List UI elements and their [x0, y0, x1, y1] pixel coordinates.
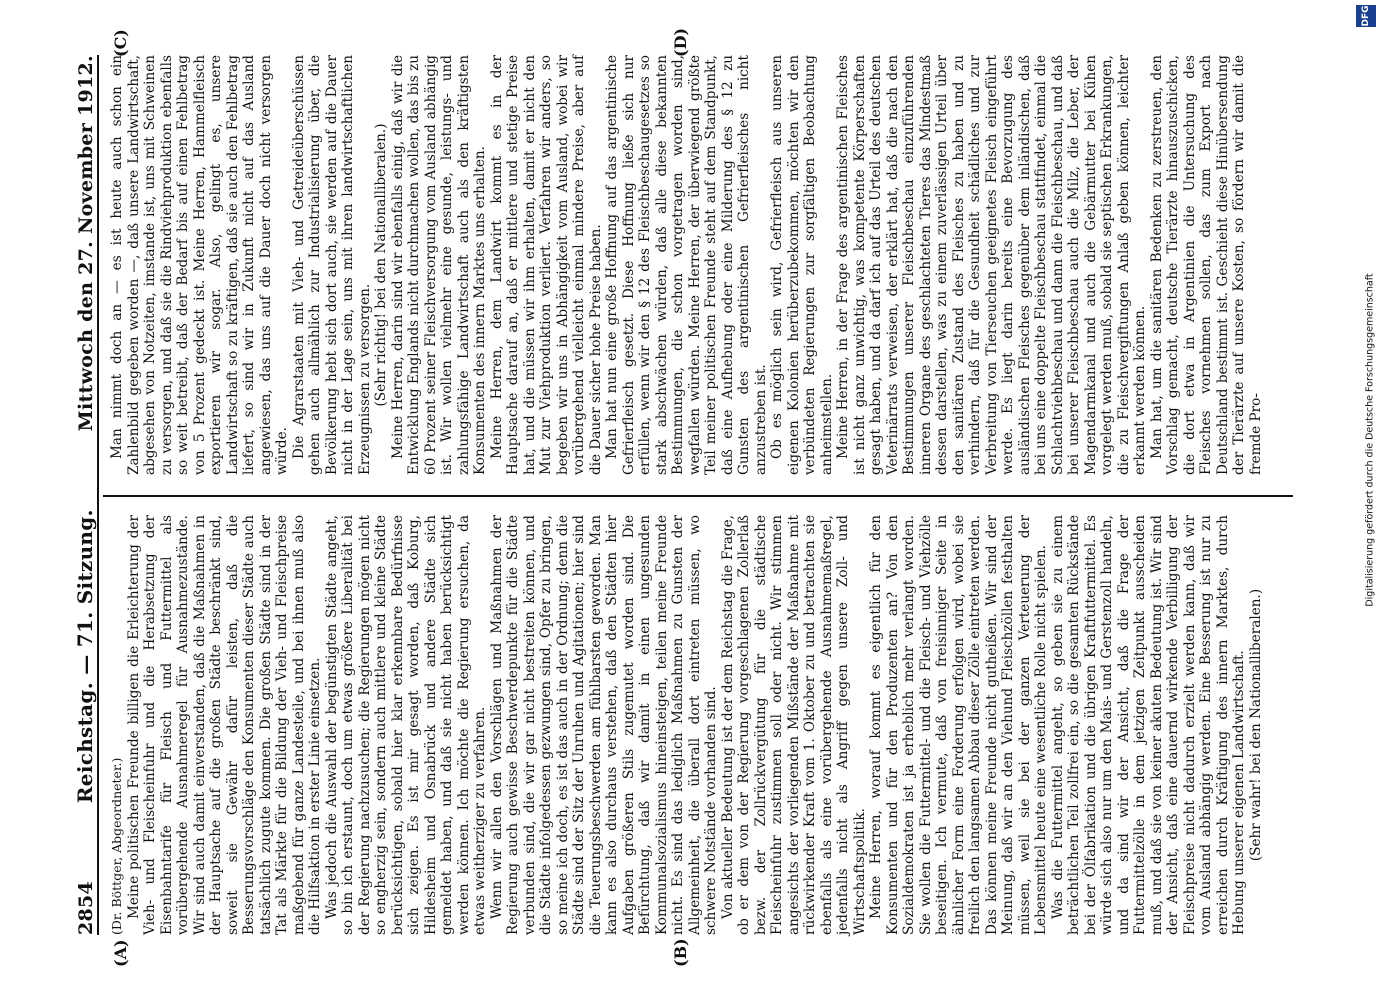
paragraph: Meine Herren, darin sind wir ebenfalls einig, daß wir die Entwicklung Englands nicht durchmachen wollen, das bis zu 60 Prozent seiner Fleischversorgung vom Ausland abhängig ist. Wir wollen vielmehr eine gesunde, leistungs- und zahlungsfähige Landwirtschaft auch als den kräftigsten Konsumenten des innern Marktes uns erhalten. [389, 55, 488, 475]
paragraph: Was die Futtermittel angeht, so geben sie zu einem beträchtlichen Teil zollfrei ein, so die gesamten Rückstände bei der Ölfabrikation und die übrigen Kraftfuttermittel. Es würde sich also nur um den Mais- und Gerstenzoll handeln, und da sind wir der Ansicht, daß die Frage der Futtermittelzölle in dem jetzigen Zeitpunkt ausscheiden muß, und daß sie von keiner akuten Bedeutung ist. Wir sind der Ansicht, daß eine dauernd wirkende Verbilligung der Fleischpreise nicht dadurch erzielt werden kann, daß wir vom Ausland abhängig werden. Eine Besserung ist nur zu erreichen durch Kräftigung des innern Marktes, durch Hebung unserer eigenen Landwirtschaft. [1049, 515, 1247, 935]
interjection: (Sehr wahr! bei den Nationalliberalen.) [1247, 588, 1264, 862]
paragraph: Man hat, um die sanitären Bedenken zu zerstreuen, den Vorschlag gemacht, deutsche Tierärzte hinauszuschicken, die dort etwa in Argentinien die Untersuchung des Fleisches vornehmen sollen, das zum Export nach Deutschland bestimmt ist. Geschieht diese Hinübersendung der Tierärzte auf unsere Kosten, so fördern wir damit die fremde Pro- [1148, 55, 1264, 475]
paragraph: Meine Herren, in der Frage des argentinischen Fleisches ist nicht ganz unwichtig, was kompetente Körperschaften gesagt haben, und da darf ich auf das Urteil des deutschen Veterinärrats verweisen, der erklärt hat, daß die nach den Bestimmungen unserer Fleischbeschau einzuführenden inneren Organe des geschlachteten Tieres das Mindestmaß dessen darstellen, was zu einem zuverlässigen Urteil über den sanitären Zustand des Fleisches zu haben und zu verhindern, daß für die Gesundheit schädliches und zur Verbreitung von Tierseuchen geeignetes Fleisch eingeführt werde. Es liegt darin bereits eine Bevorzugung des ausländischen Fleisches gegenüber dem inländischen, daß bei uns eine doppelte Fleischbeschau stattfindet, einmal die Schlachtviehbeschau und dann die Fleischbeschau, und daß bei unserer Fleischbeschau auch die Milz, die Leber, der Magendarmkanal und auch die Gebärmutter bei Kühen vorgelegt werden muß, sobald sie septischen Erkrankungen, die zu Fleischvergiftungen Anlaß geben können, leichter erkannt werden können. [835, 55, 1148, 475]
session-date: Mittwoch den 27. November 1912. [75, 55, 97, 432]
margin-marker-d: (D) [671, 27, 690, 57]
scanned-page [51, 15, 1331, 975]
speaker-note: (Dr. Böttger, Abgeordneter.) [109, 757, 124, 935]
paragraph: Von aktueller Bedeutung ist der dem Reichstag die Frage, ob er dem von der Regierung vorgeschlagenen Zollerlaß bezw. der Zollrückvergütung für die städtische Fleischeinfuhr zustimmen soll oder nicht. Wir stimmen angesichts der vorliegenden Mißstände der Maßnahme mit rückwirkender Kraft vom 1. Oktober zu und betrachten sie ebenfalls als eine vorübergehende Ausnahmemaßregel, jedenfalls nicht als Angriff gegen unsere Zoll- und Wirtschaftspolitik. [719, 515, 868, 935]
paragraph: Wenn wir allen den Vorschlägen und Maßnahmen der Regierung auch gewisse Beschwerdepunkte für die Städte verbunden sind, die wir gar nicht bestreiten können, und die Städte infolgedessen gezwungen sind, Opfer zu bringen, so meine ich doch, es ist das auch in der Ordnung; denn die Städte sind der Sitz der Unruhen und Agitationen; hier sind die Teuerungsbeschwerden am fühlbarsten geworden. Man kann es also durchaus verstehen, daß den Städten hier Aufgaben größeren Stils zugemutet worden sind. Die Befürchtung, daß wir damit in einen ungesunden Kommunalsozialismus hineinsteigen, teilen meine Freunde nicht. Es sind das lediglich Maßnahmen zu Gunsten der Allgemeinheit, die überall dort eintreten müssen, wo schwere Notstände vorhanden sind. [488, 515, 719, 935]
paragraph: Meine Herren, dem Landwirt kommt es in der Hauptsache darauf an, daß er mittlere und stetige Preise hat, und die müssen wir ihm erhalten, damit er nicht den Mut zur Viehproduktion verliert. Verfahren wir anders, so begeben wir uns in Abhängigkeit vom Ausland, wobei wir vorübergehend vielleicht einmal mindere Preise, aber auf die Dauer sicher hohe Preise haben. [488, 55, 604, 475]
page-number: 2854 [75, 880, 97, 935]
margin-marker-c: (C) [111, 29, 130, 57]
margin-marker-b: (B) [671, 938, 690, 967]
page-header [57, 55, 99, 935]
paragraph: Ob es möglich sein wird, Gefrierfleisch aus unseren eigenen Kolonien herüberzubekommen, möchten wir den verbündeten Regierungen zur sorgfältigen Beobachtung anheimstellen. [769, 55, 835, 475]
paragraph: Meine Herren, worauf kommt es eigentlich für den Konsumenten und für den Produzenten an? Von den Sozialdemokraten ist ja erheblich mehr verlangt worden. Sie wollen die Futtermittel- und die Fleisch- und Viehzölle beseitigen. Ich vermute, daß von freisinniger Seite in ähnlicher Form eine Forderung erfolgen wird, wobei sie freilich den langsamen Abbau dieser Zölle eintreten werden. Das können meine Freunde nicht gutheißen. Wir sind der Meinung, daß wir an den Viehund Fleischzöllen festhalten müssen, weil sie bei der ganzen Verteuerung der Lebensmittel heute eine wesentliche Rolle nicht spielen. [868, 515, 1049, 935]
paragraph: Man hat nun eine große Hoffnung auf das argentinische Gefrierfleisch gesetzt. Diese Hoffnung ließe sich nur erfüllen, wenn wir den § 12 des Fleischbeschaugesetzes so stark abschwächen würden, daß alle diese bekannten Bestimmungen, die schon vorgetragen worden sind, wegfallen würden. Meine Herren, der überwiegend größte Teil meiner politischen Freunde steht auf dem Standpunkt, daß eine Aufhebung oder eine Milderung des § 12 zu Gunsten des argentinischen Gefrierfleisches nicht anzustreben ist. [604, 55, 769, 475]
dfg-logo: DFG [1356, 5, 1376, 27]
paragraph: Die Agrarstaaten mit Vieh- und Getreideüberschüssen gehen auch allmählich zur Industrialisierung über, die Bevölkerung hebt sich dort auch, sie werden auf die Dauer nicht in der Lage sein, uns mit ihren landwirtschaftlichen Erzeugnissen zu versorgen. [290, 55, 373, 475]
column-divider [103, 495, 1293, 497]
paragraph: Man nimmt doch an — es ist heute auch schon ein Zahlenbild gegeben worden —, daß unsere Landwirtschaft, abgesehen von Notzeiten, imstande ist, uns mit Schweinen zu versorgen, und daß sie die Rindviehproduktion ebenfalls so weit betreibt, daß der Bedarf bis auf einen Fehlbetrag von 5 Prozent gedeckt ist. Meine Herren, Hammelfleisch exportieren wir sogar. Also, gelingt es, unsere Landwirtschaft so zu kräftigen, daß sie auch den Fehlbetrag liefert, so sind wir in Zukunft nicht auf das Ausland angewiesen, das uns auf die Dauer doch nicht versorgen würde. [109, 55, 290, 475]
left-column [109, 515, 1264, 935]
margin-marker-a: (A) [111, 939, 130, 967]
right-column [109, 55, 1264, 475]
paragraph: Meine politischen Freunde billigen die Erleichterung der Vieh- und Fleischeinfuhr und die Herabsetzung der Eisenbahntarife für Fleisch und Futtermittel als vorübergehende Ausnahmeregel für Ausnahmezustände. Wir sind auch damit einverstanden, daß die Maßnahmen in der Hauptsache auf die großen Städte beschränkt sind, soweit sie Gewähr dafür leisten, daß die Besserungsvorschläge den Konsumenten dieser Städte auch tatsächlich zugute kommen. Die großen Städte sind in der Tat als Märkte für die Bildung der Vieh- und Fleischpreise maßgebend für ganze Landesteile, und bei ihnen muß also die Hilfsaktion in erster Linie einsetzen. [125, 515, 323, 935]
session-title: Reichstag. — 71. Sitzung. [73, 509, 97, 804]
interjection: (Sehr richtig! bei den Nationalliberalen.) [373, 123, 389, 407]
digitization-credit: Digitalisierung gefördert durch die Deutsche Forschungsgemeinschaft [1364, 273, 1376, 607]
paragraph: Was jedoch die Auswahl der begünstigten Städte angeht, so bin ich erstaunt, doch um etwas größere Liberalität bei der Regierung nachzusuchen; die Regierungen mögen nicht so engherzig sein, sondern auch mittlere und kleine Städte berücksichtigen, sobald hier klar erkennbare Bedürfnisse sich zeigen. Es ist mir gesagt worden, daß Koburg, Hildesheim und Osnabrück und andere Städte sich gemeldet haben, und daß sie nicht haben berücksichtigt werden können. Ich möchte die Regierung ersuchen, da etwas weitherziger zu verfahren. [323, 515, 488, 935]
